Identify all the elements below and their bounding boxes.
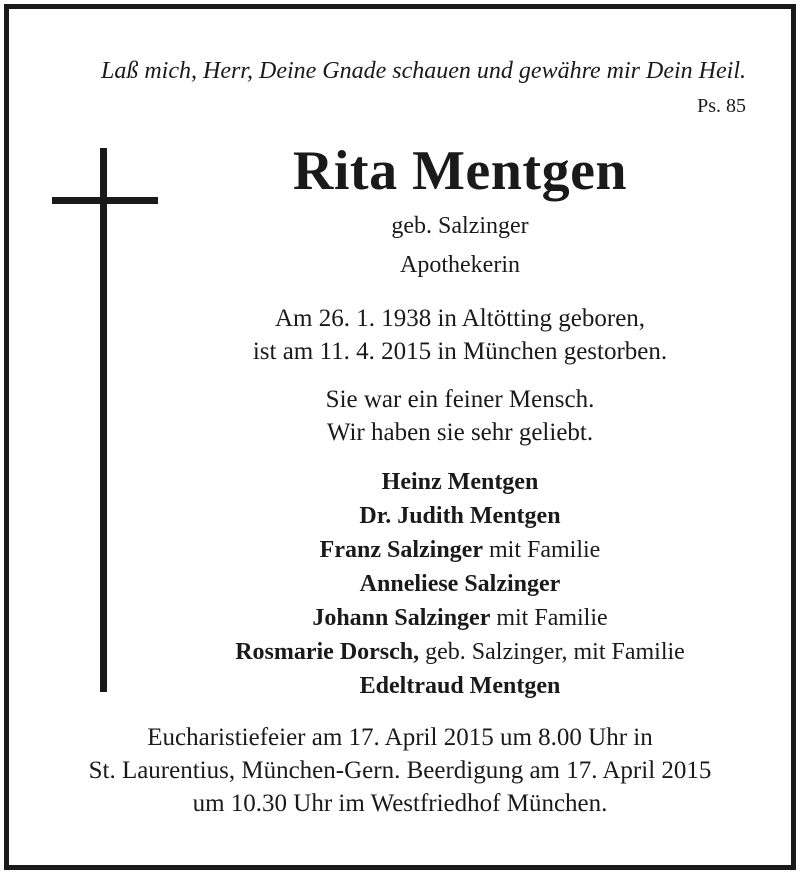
psalm-reference: Ps. 85 (697, 95, 746, 117)
mourner-name: Anneliese Salzinger (359, 571, 561, 597)
cross-horizontal-bar (52, 197, 158, 204)
mourner-name: Heinz Mentgen (381, 469, 539, 495)
deceased-name: Rita Mentgen (292, 140, 628, 202)
service-line-3: um 10.30 Uhr im Westfriedhof München. (192, 790, 608, 817)
mourner-name: Johann Salzinger (312, 605, 491, 631)
profession: Apothekerin (400, 252, 520, 278)
mourner-name: Rosmarie Dorsch, (235, 639, 420, 665)
service-details (0, 721, 800, 820)
service-line-2: St. Laurentius, München-Gern. Beerdigung am 17. April 2015 (88, 757, 712, 784)
mourner-entry (160, 601, 760, 635)
mourners-list (160, 465, 760, 703)
birth-line: Am 26. 1. 1938 in Altötting geboren, (274, 305, 646, 332)
tribute-quote (160, 383, 760, 449)
mourner-name: Franz Salzinger (319, 537, 483, 563)
mourner-entry (160, 635, 760, 669)
mourner-entry (160, 465, 760, 499)
mourner-name: Dr. Judith Mentgen (359, 503, 561, 529)
psalm-quote: Laß mich, Herr, Deine Gnade schauen und gewähre mir Dein Heil. (100, 58, 746, 84)
birth-name: geb. Salzinger (391, 213, 529, 239)
service-line-1: Eucharistiefeier am 17. April 2015 um 8.00 Uhr in (147, 724, 653, 751)
cross-vertical-bar (100, 148, 107, 692)
mourner-entry (160, 567, 760, 601)
mourner-entry (160, 499, 760, 533)
tribute-line-2: Wir haben sie sehr geliebt. (326, 419, 594, 446)
mourner-entry (160, 533, 760, 567)
life-dates (160, 302, 760, 368)
mourner-suffix: geb. Salzinger, mit Familie (425, 639, 685, 665)
mourner-suffix: mit Familie (488, 537, 601, 563)
mourner-entry (160, 669, 760, 703)
tribute-line-1: Sie war ein feiner Mensch. (325, 386, 595, 413)
mourner-name: Edeltraud Mentgen (359, 673, 561, 699)
mourner-suffix: mit Familie (496, 605, 608, 631)
death-line: ist am 11. 4. 2015 in München gestorben. (252, 338, 668, 365)
